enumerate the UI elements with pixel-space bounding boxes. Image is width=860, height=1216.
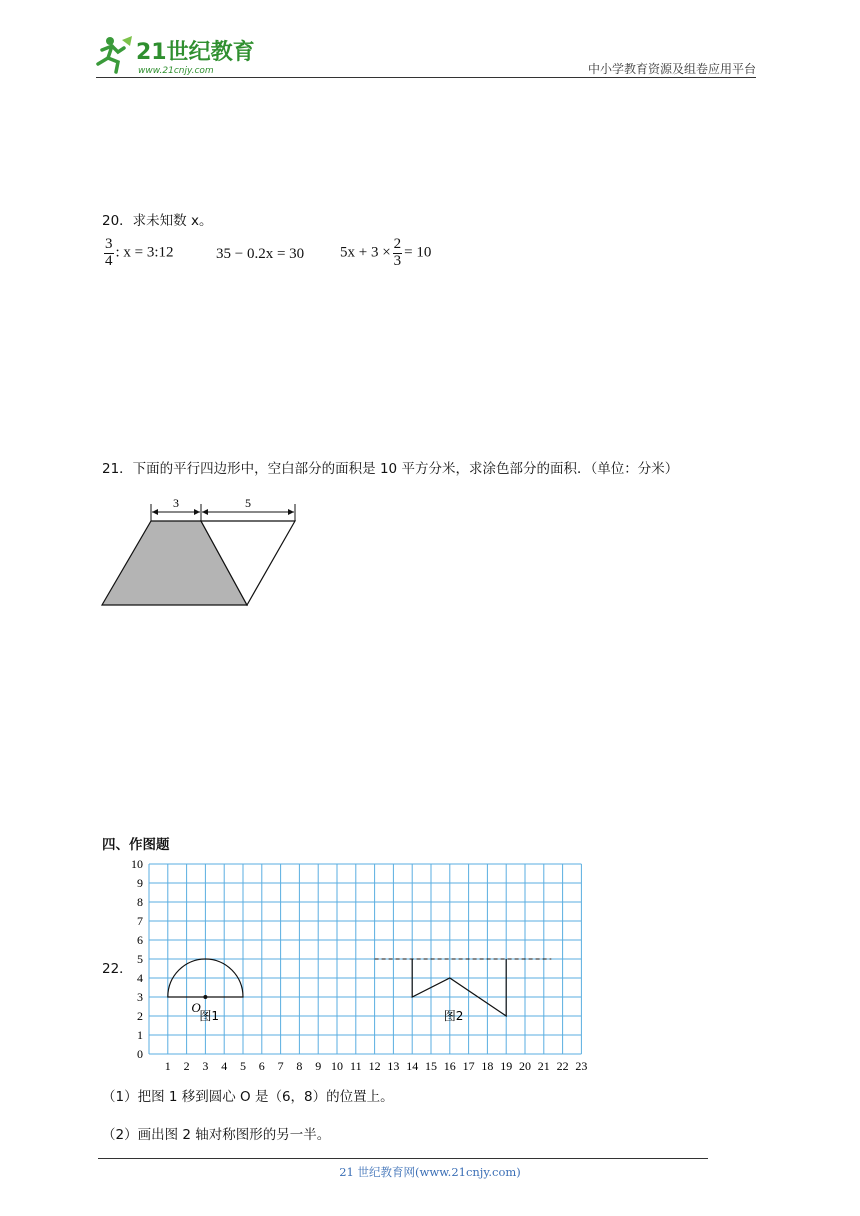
fraction-denominator: 4 xyxy=(105,252,113,269)
question-20: 20．求未知数 x。 xyxy=(102,213,213,229)
x-tick-label: 14 xyxy=(406,1059,419,1073)
x-tick-label: 22 xyxy=(556,1059,569,1073)
x-tick-label: 10 xyxy=(331,1059,343,1073)
x-tick-label: 11 xyxy=(350,1059,362,1073)
y-tick-label: 4 xyxy=(137,971,143,985)
x-tick-label: 15 xyxy=(425,1059,437,1073)
question-22-number: 22． xyxy=(102,961,133,977)
x-tick-label: 5 xyxy=(240,1059,246,1073)
y-tick-label: 9 xyxy=(137,876,143,890)
footer-text: 21 世纪教育网(www.21cnjy.com) xyxy=(339,1165,521,1179)
section-title: 四、作图题 xyxy=(102,837,170,853)
label-figure-2: 图2 xyxy=(443,1009,464,1023)
dim-label-right: 5 xyxy=(245,496,251,510)
runner-icon xyxy=(98,36,132,72)
task-2: （2）画出图 2 轴对称图形的另一半。 xyxy=(102,1127,331,1143)
logo-sub: www.21cnjy.com xyxy=(138,66,214,76)
y-tick-label: 0 xyxy=(137,1047,143,1061)
x-tick-label: 20 xyxy=(519,1059,531,1073)
equation-3-right: = 10 xyxy=(404,244,432,261)
task-1: （1）把图 1 移到圆心 O 是（6，8）的位置上。 xyxy=(102,1089,394,1105)
x-tick-label: 2 xyxy=(183,1059,190,1073)
equation-1-rest: : x = 3:12 xyxy=(115,244,174,261)
center-point-o xyxy=(203,995,207,999)
x-tick-label: 3 xyxy=(202,1059,209,1073)
header-platform-text: 中小学教育资源及组卷应用平台 xyxy=(587,62,756,76)
x-tick-label: 9 xyxy=(315,1059,322,1073)
header-divider xyxy=(96,77,756,78)
y-tick-label: 7 xyxy=(137,914,143,928)
equation-2: 35 − 0.2x = 30 xyxy=(216,246,305,262)
x-tick-label: 7 xyxy=(277,1059,284,1073)
y-tick-label: 2 xyxy=(137,1009,143,1023)
y-tick-label: 3 xyxy=(137,990,143,1004)
fraction-numerator: 3 xyxy=(105,236,113,252)
x-tick-label: 18 xyxy=(481,1059,494,1073)
x-tick-label: 12 xyxy=(368,1059,381,1073)
footer-divider xyxy=(98,1158,708,1159)
y-tick-label: 8 xyxy=(137,895,143,909)
arrow-head xyxy=(194,509,200,515)
equation-3-left: 5x + 3 × xyxy=(340,244,391,261)
y-tick-label: 10 xyxy=(131,857,143,871)
arrow-head xyxy=(202,509,208,515)
x-tick-label: 1 xyxy=(164,1059,171,1073)
arrow-head xyxy=(152,509,158,515)
y-tick-label: 1 xyxy=(137,1028,143,1042)
fraction-3-4 xyxy=(104,237,114,270)
logo-text: 21世纪教育 xyxy=(136,40,255,65)
x-axis-ticks xyxy=(165,1059,588,1073)
x-tick-label: 4 xyxy=(221,1059,228,1073)
site-logo xyxy=(94,32,264,78)
y-tick-label: 5 xyxy=(137,952,143,966)
x-tick-label: 6 xyxy=(258,1059,265,1073)
coordinate-grid xyxy=(116,854,596,1076)
dim-label-left: 3 xyxy=(173,496,179,510)
fraction-2-3 xyxy=(393,237,403,270)
equation-1 xyxy=(102,237,174,270)
x-tick-label: 23 xyxy=(575,1059,588,1073)
fraction-numerator: 2 xyxy=(393,236,402,252)
parallelogram-figure xyxy=(98,492,302,610)
x-tick-label: 8 xyxy=(296,1059,303,1073)
arrow-head xyxy=(288,509,294,515)
question-21: 21．下面的平行四边形中，空白部分的面积是 10 平方分米，求涂色部分的面积．（单位：分米） xyxy=(102,461,679,477)
fraction-denominator: 3 xyxy=(393,252,402,269)
figure-2-half xyxy=(412,959,506,1016)
x-tick-label: 13 xyxy=(387,1059,400,1073)
x-tick-label: 19 xyxy=(500,1059,513,1073)
equation-3 xyxy=(340,237,431,270)
x-tick-label: 17 xyxy=(462,1059,475,1073)
x-tick-label: 21 xyxy=(537,1059,550,1073)
x-tick-label: 16 xyxy=(443,1059,456,1073)
label-figure-1: 图1 xyxy=(199,1009,220,1023)
y-tick-label: 6 xyxy=(137,933,143,947)
y-axis-ticks xyxy=(131,857,143,1061)
label-o: O xyxy=(191,1000,201,1015)
